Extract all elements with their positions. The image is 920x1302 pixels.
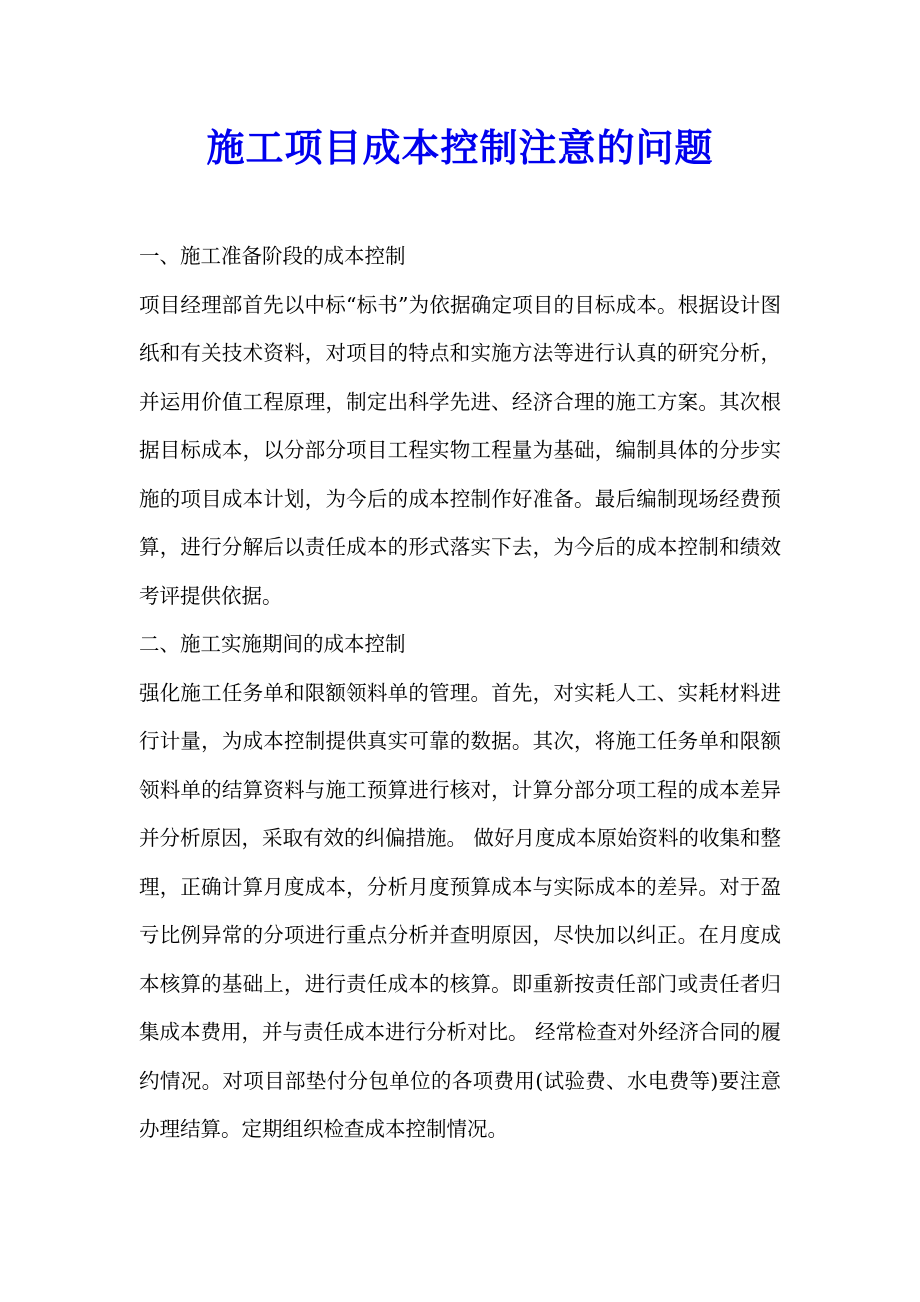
section-heading: 二、施工实施期间的成本控制 <box>139 632 406 656</box>
section-preparation <box>139 232 781 620</box>
section-heading: 一、施工准备阶段的成本控制 <box>139 244 406 268</box>
section-paragraph: 强化施工任务单和限额领料单的管理。首先，对实耗人工、实耗材料进行计量，为成本控制提供真实可靠的数据。其次，将施工任务单和限额领料单的结算资料与施工预算进行核对，计算分部分项工程的成本差异并分析原因，采取有效的纠偏措施。 做好月度成本原始资料的收集和整理，正确计算月度成本，分析月度预算成本与实际成本的差异。对于盈亏比例异常的分项进行重点分析并查明原因，尽快加以纠正。在月度成本核算的基础上，进行责任成本的核算。即重新按责任部门或责任者归集成本费用，并与责任成本进行分析对比。 经常检查对外经济合同的履约情况。对项目部垫付分包单位的各项费用(试验费、水电费等)要注意办理结算。定期组织检查成本控制情况。 <box>139 680 782 1141</box>
document-body <box>139 232 781 1154</box>
document-title: 施工项目成本控制注意的问题 <box>206 125 714 170</box>
section-implementation <box>139 620 781 1154</box>
section-paragraph: 项目经理部首先以中标“标书”为依据确定项目的目标成本。根据设计图纸和有关技术资料，对项目的特点和实施方法等进行认真的研究分析，并运用价值工程原理，制定出科学先进、经济合理的施工方案。其次根据目标成本，以分部分项目工程实物工程量为基础，编制具体的分步实施的项目成本计划，为今后的成本控制作好准备。最后编制现场经费预算，进行分解后以责任成本的形式落实下去，为今后的成本控制和绩效考评提供依据。 <box>139 292 781 608</box>
